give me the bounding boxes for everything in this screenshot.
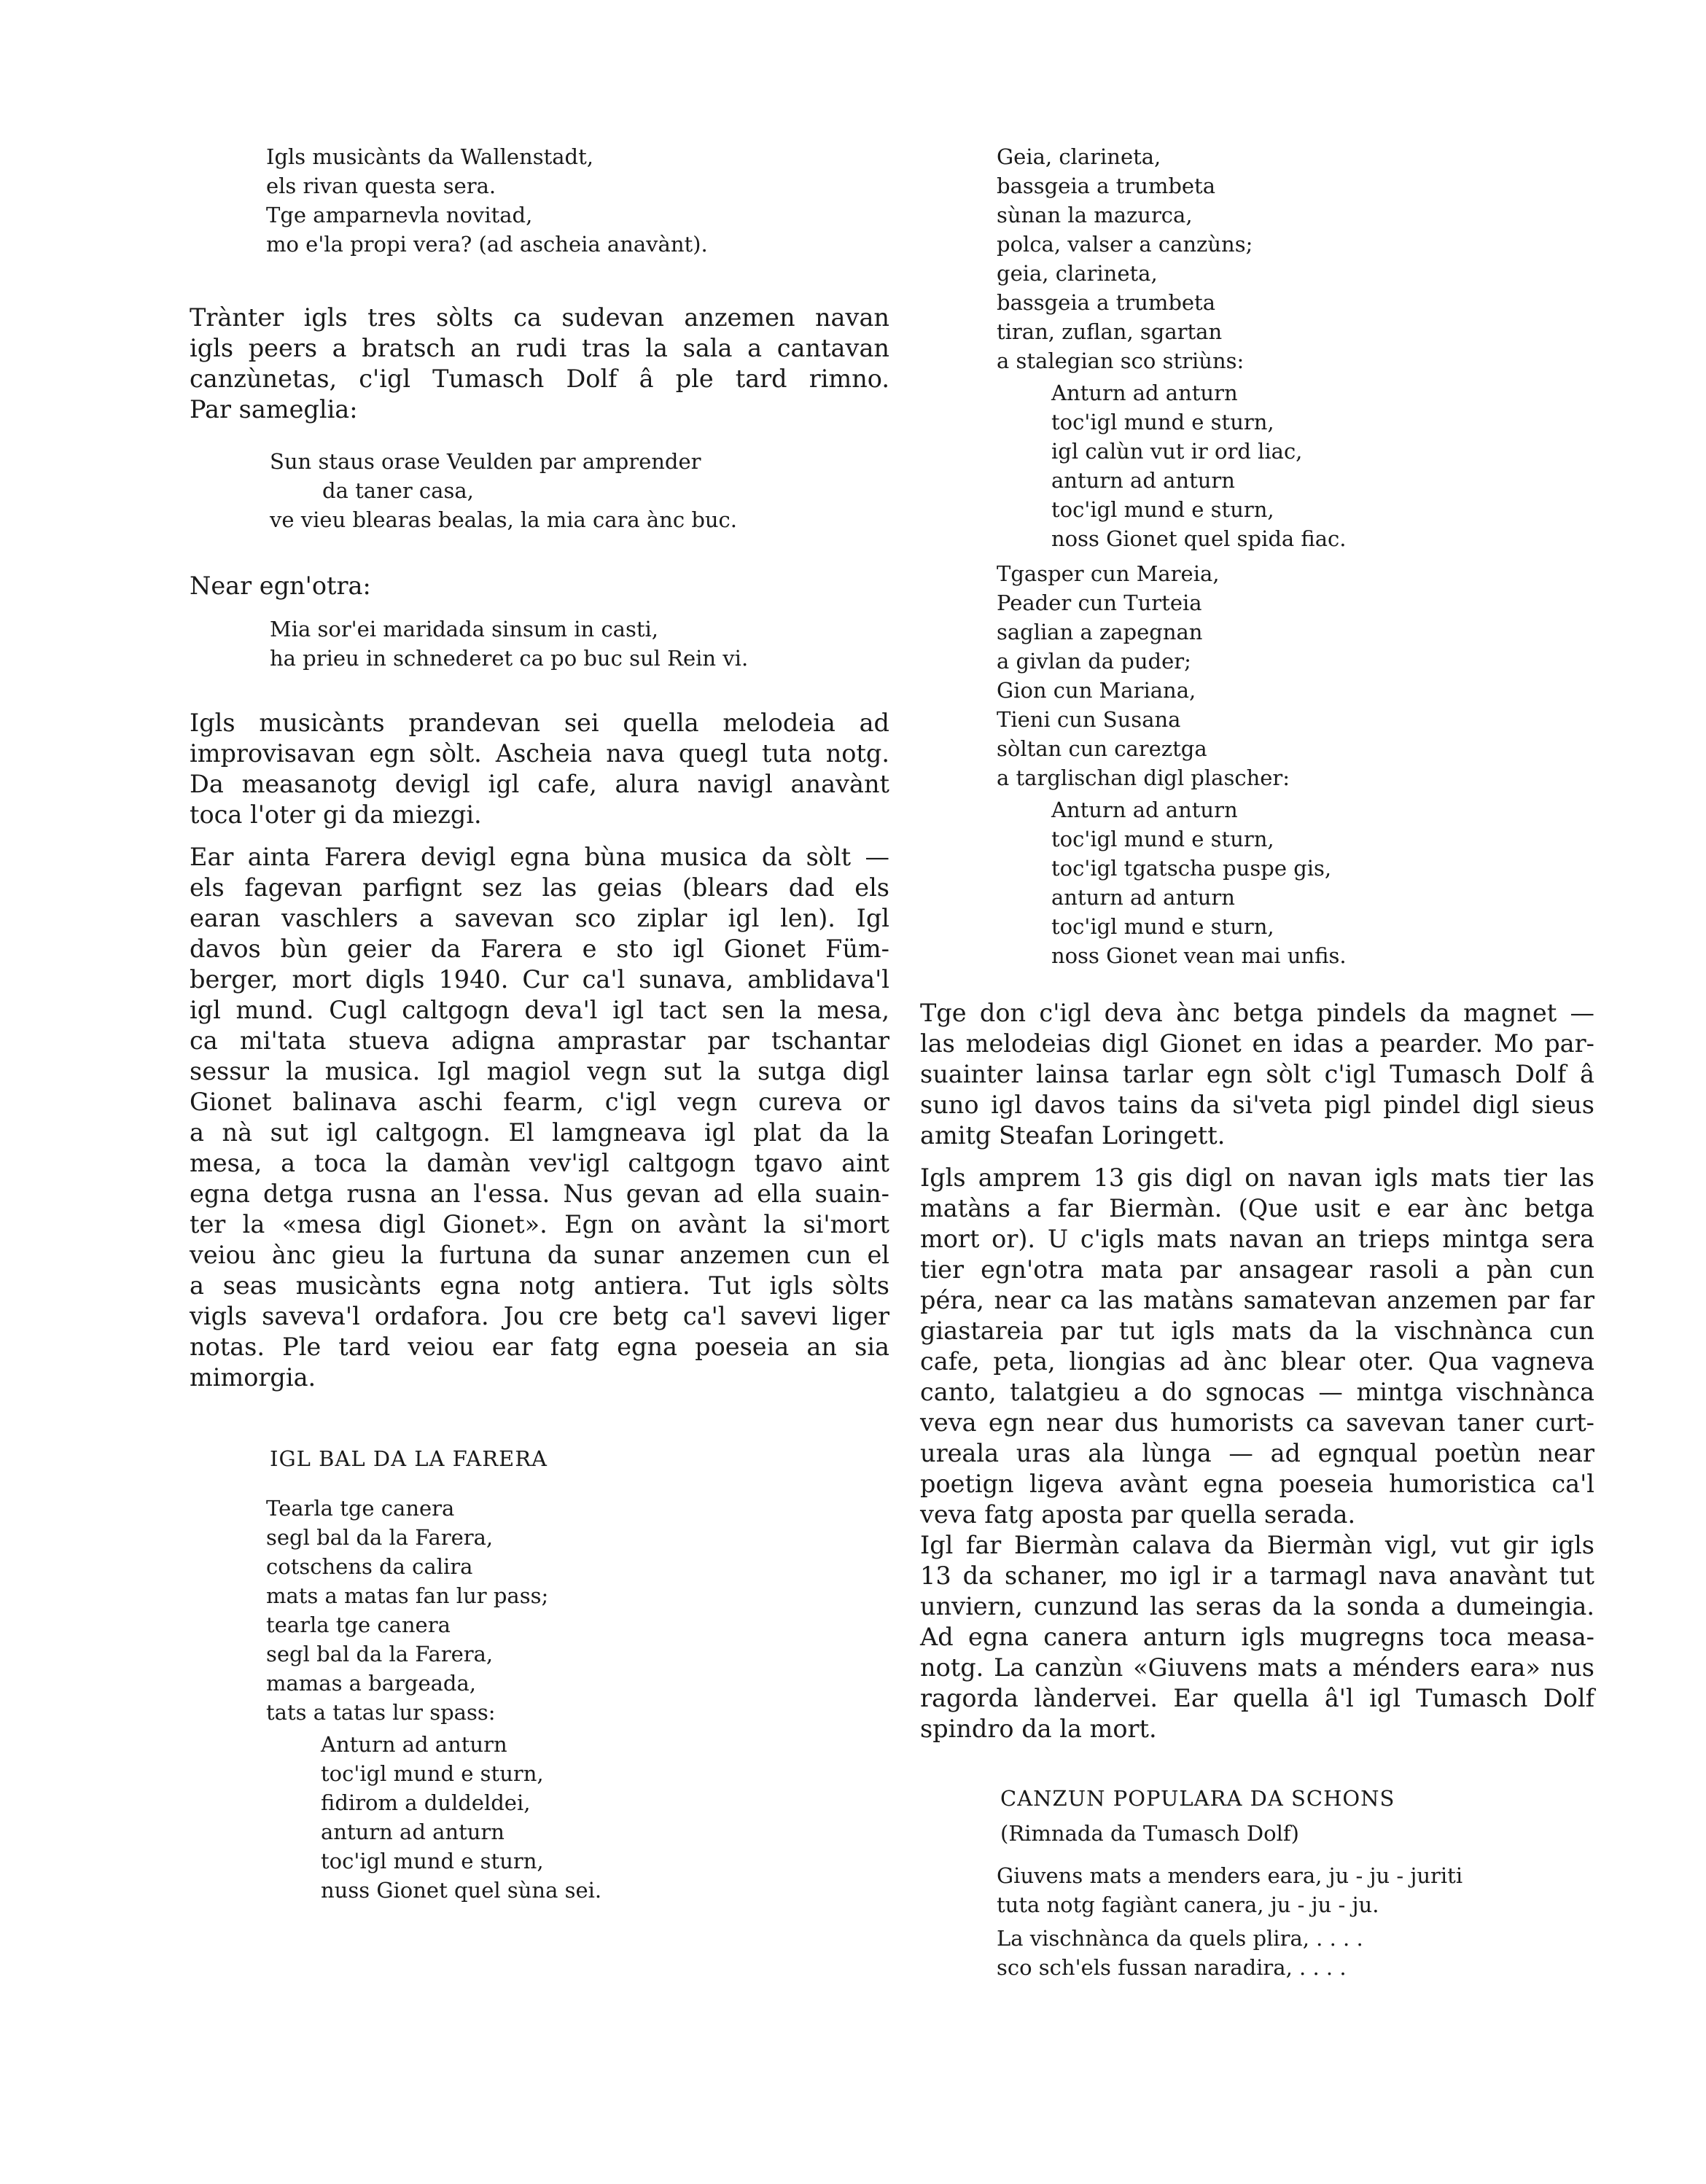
text-line: Da measanotg devigl igl cafe, alura navigl anavànt <box>190 770 889 798</box>
verse-line: Igls musicànts da Wallenstadt, <box>266 144 593 169</box>
text-line: mort or). U c'igls mats navan an trieps mintga sera <box>920 1225 1594 1253</box>
verse-line: Giuvens mats a menders eara, ju - ju - juriti <box>997 1863 1463 1888</box>
verse-line: nuss Gionet quel sùna sei. <box>321 1878 602 1903</box>
text-line: toca l'oter gi da miezgi. <box>190 800 482 829</box>
verse-line: segl bal da la Farera, <box>266 1525 494 1550</box>
verse-line: anturn ad anturn <box>1051 468 1235 493</box>
verse-line: mats a matas fan lur pass; <box>266 1583 549 1608</box>
poem-refrain <box>1051 795 1594 970</box>
verse-line: toc'igl mund e sturn, <box>321 1761 544 1786</box>
verse-line: a targlischan digl plascher: <box>997 765 1290 790</box>
text-line: veva fatg aposta par quella serada. <box>920 1500 1356 1529</box>
verse-line: mamas a bargeada, <box>266 1671 476 1696</box>
verse-line: Peader cun Turteia <box>997 590 1202 615</box>
verse-line: sco sch'els fussan naradira, . . . . <box>997 1955 1347 1980</box>
text-line: mesa, a toca la damàn vev'igl caltgogn tgavo aint <box>190 1149 889 1177</box>
text-line: notg. La canzùn «Giuvens mats a ménders eara» nus <box>920 1653 1594 1682</box>
text-line: cafe, peta, liongias ad ànc blear oter. Qua vagneva <box>920 1347 1594 1376</box>
verse-line: noss Gionet vean mai unfis. <box>1051 943 1347 968</box>
verse-line: sùnan la mazurca, <box>997 203 1193 227</box>
verse-line: Tgasper cun Mareia, <box>997 561 1220 586</box>
poem-stanza <box>266 1494 889 1727</box>
verse-line: noss Gionet quel spida fiac. <box>1051 526 1347 551</box>
text-line: egna detga rusna an l'essa. Nus gevan ad ella suain- <box>190 1179 889 1208</box>
text-line: mimorgia. <box>190 1363 316 1392</box>
song-subtitle: (Rimnada da Tumasch Dolf) <box>1000 1821 1299 1846</box>
verse-line: La vischnànca da quels plira, . . . . <box>997 1926 1363 1951</box>
text-line: veiou ànc gieu la furtuna da sunar anzemen cun el <box>190 1241 889 1269</box>
quote-block <box>270 447 889 534</box>
text-line: tier egn'otra mata par ansagear rasoli a pàn cun <box>920 1255 1594 1284</box>
quote-line: ve vieu blearas bealas, la mia cara ànc buc. <box>270 507 738 532</box>
verse-line: toc'igl mund e sturn, <box>321 1849 544 1873</box>
verse-line: Gion cun Mariana, <box>997 678 1196 703</box>
verse-line: segl bal da la Farera, <box>266 1642 494 1666</box>
quote-line: ha prieu in schnederet ca po buc sul Rein vi. <box>270 646 749 671</box>
verse-line: els rivan questa sera. <box>266 173 496 198</box>
text-line: Gionet balinava aschi fearm, c'igl vegn cureva or <box>190 1088 889 1116</box>
poem-refrain <box>1051 378 1594 553</box>
text-line: canto, talatgieu a do sgnocas — mintga vischnànca <box>920 1378 1594 1406</box>
text-line: sessur la musica. Igl magiol vegn sut la sutga digl <box>190 1057 889 1085</box>
text-line: Igls amprem 13 gis digl on navan igls mats tier las <box>920 1163 1594 1192</box>
poem-title: IGL BAL DA LA FARERA <box>270 1446 548 1471</box>
text-line: davos bùn geier da Farera e sto igl Gionet Füm- <box>190 935 889 963</box>
text-line: suno igl davos tains da si'veta pigl pindel digl sieus <box>920 1091 1594 1119</box>
verse-line: toc'igl mund e sturn, <box>1051 497 1274 522</box>
verse-line: toc'igl mund e sturn, <box>1051 914 1274 939</box>
verse-line: Anturn ad anturn <box>321 1732 507 1757</box>
verse-line: toc'igl mund e sturn, <box>1051 410 1274 434</box>
text-line: canzùnetas, c'igl Tumasch Dolf â ple tard rimno. <box>190 364 889 393</box>
verse-line: tats a tatas lur spass: <box>266 1700 496 1725</box>
paragraph <box>190 708 889 830</box>
text-line: improvisavan egn sòlt. Ascheia nava quegl tuta notg. <box>190 739 889 768</box>
text-line: unviern, cunzund las seras da la sonda a dumeingia. <box>920 1592 1594 1621</box>
verse-line: tiran, zuflan, sgartan <box>997 319 1223 344</box>
text-line: ureala uras ala lùnga — ad egnqual poetùn near <box>920 1439 1594 1467</box>
verse-line: toc'igl tgatscha puspe gis, <box>1051 856 1332 881</box>
verse-line: tuta notg fagiànt canera, ju - ju - ju. <box>997 1892 1379 1917</box>
text-line: ragorda làndervei. Ear quella â'l igl Tumasch Dolf <box>920 1684 1594 1712</box>
verse-line: igl calùn vut ir ord liac, <box>1051 439 1303 464</box>
verse-line: Anturn ad anturn <box>1051 797 1238 822</box>
text-line: poetign ligeva avànt egna poeseia humoristica ca'l <box>920 1470 1594 1498</box>
paragraph <box>190 571 889 601</box>
text-line: a seas musicànts egna notg antiera. Tut igls sòlts <box>190 1271 889 1300</box>
text-line: Ear ainta Farera devigl egna bùna musica da sòlt — <box>190 843 889 871</box>
verse-line: bassgeia a trumbeta <box>997 173 1215 198</box>
verse-line: bassgeia a trumbeta <box>997 290 1215 315</box>
poem-refrain <box>321 1730 889 1905</box>
text-line: Tge don c'igl deva ànc betga pindels da magnet — <box>920 999 1594 1027</box>
verse-line: mo e'la propi vera? (ad ascheia anavànt). <box>266 232 708 257</box>
verse-line: saglian a zapegnan <box>997 620 1203 644</box>
verse-line: fidirom a duldeldei, <box>321 1790 531 1815</box>
text-line: Near egn'otra: <box>190 572 371 600</box>
quote-block <box>270 615 889 673</box>
quote-line: da taner casa, <box>322 478 474 503</box>
text-line: igls peers a bratsch an rudi tras la sala a cantavan <box>190 334 889 362</box>
verse-line: Geia, clarineta, <box>997 144 1161 169</box>
verse-line: sòltan cun careztga <box>997 736 1207 761</box>
text-line: las melodeias digl Gionet en idas a pearder. Mo par- <box>920 1029 1594 1058</box>
text-line: giastareia par tut igls mats da la vischnànca cun <box>920 1317 1594 1345</box>
quote-line: Sun staus orase Veulden par amprender <box>270 449 701 474</box>
text-line: veva egn near dus humorists ca savevan taner curt- <box>920 1408 1594 1437</box>
paragraph <box>190 303 889 425</box>
paragraph <box>190 842 889 1393</box>
verse-line: anturn ad anturn <box>321 1820 505 1844</box>
song-lines <box>997 1924 1594 1982</box>
song-title: CANZUN POPULARA DA SCHONS <box>1000 1786 1395 1811</box>
text-line: earan vaschlers a savevan sco ziplar igl len). Igl <box>190 904 889 932</box>
text-line: ca mi'tata stueva adigna amprastar par tschantar <box>190 1026 889 1055</box>
verse-line: cotschens da calira <box>266 1554 473 1579</box>
song-lines <box>997 1861 1594 1919</box>
verse-intro <box>266 142 889 259</box>
text-line: Ad egna canera anturn igls mugregns toca measa- <box>920 1623 1594 1651</box>
paragraph <box>920 998 1594 1151</box>
verse-line: Tieni cun Susana <box>997 707 1181 732</box>
text-line: a nà sut igl caltgogn. El lamgneava igl plat da la <box>190 1118 889 1147</box>
text-line: Igls musicànts prandevan sei quella melodeia ad <box>190 709 889 737</box>
verse-line: polca, valser a canzùns; <box>997 232 1253 257</box>
text-line: berger, mort digls 1940. Cur ca'l sunava, amblidava'l <box>190 965 889 994</box>
text-line: péra, near ca las matàns samatevan anzemen par far <box>920 1286 1594 1314</box>
text-line: notas. Ple tard veiou ear fatg egna poeseia an sia <box>190 1333 889 1361</box>
verse-line: toc'igl mund e sturn, <box>1051 827 1274 851</box>
verse-line: anturn ad anturn <box>1051 885 1235 910</box>
verse-line: a stalegian sco striùns: <box>997 348 1245 373</box>
quote-line: Mia sor'ei maridada sinsum in casti, <box>270 617 659 641</box>
verse-line: Tearla tge canera <box>266 1496 455 1521</box>
text-line: matàns a far Biermàn. (Que usit e ear ànc betga <box>920 1194 1594 1222</box>
right-column <box>920 142 1594 1982</box>
text-line: Par sameglia: <box>190 395 358 424</box>
verse-line: Anturn ad anturn <box>1051 381 1238 405</box>
paragraph <box>920 1163 1594 1530</box>
paragraph <box>920 1530 1594 1744</box>
verse-line: Tge amparnevla novitad, <box>266 203 533 227</box>
text-line: vigls saveva'l ordafora. Jou cre betg ca'l savevi liger <box>190 1302 889 1330</box>
verse-line: geia, clarineta, <box>997 261 1158 286</box>
text-line: suainter lainsa tarlar egn sòlt c'igl Tumasch Dolf â <box>920 1060 1594 1088</box>
verse-line: a givlan da puder; <box>997 649 1191 674</box>
left-column <box>190 142 889 1905</box>
poem-stanza <box>997 559 1594 792</box>
text-line: spindro da la mort. <box>920 1715 1157 1743</box>
text-line: igl mund. Cugl caltgogn deva'l igl tact sen la mesa, <box>190 996 889 1024</box>
text-line: Igl far Biermàn calava da Biermàn vigl, vut gir igls <box>920 1531 1594 1559</box>
poem-stanza <box>997 142 1594 375</box>
text-line: els fagevan parfignt sez las geias (blears dad els <box>190 873 889 902</box>
text-line: amitg Steafan Loringett. <box>920 1121 1226 1150</box>
text-line: ter la «mesa digl Gionet». Egn on avànt la si'mort <box>190 1210 889 1239</box>
verse-line: tearla tge canera <box>266 1612 451 1637</box>
text-line: Trànter igls tres sòlts ca sudevan anzemen navan <box>190 303 889 332</box>
text-line: 13 da schaner, mo igl ir a tarmagl nava anavànt tut <box>920 1561 1594 1590</box>
